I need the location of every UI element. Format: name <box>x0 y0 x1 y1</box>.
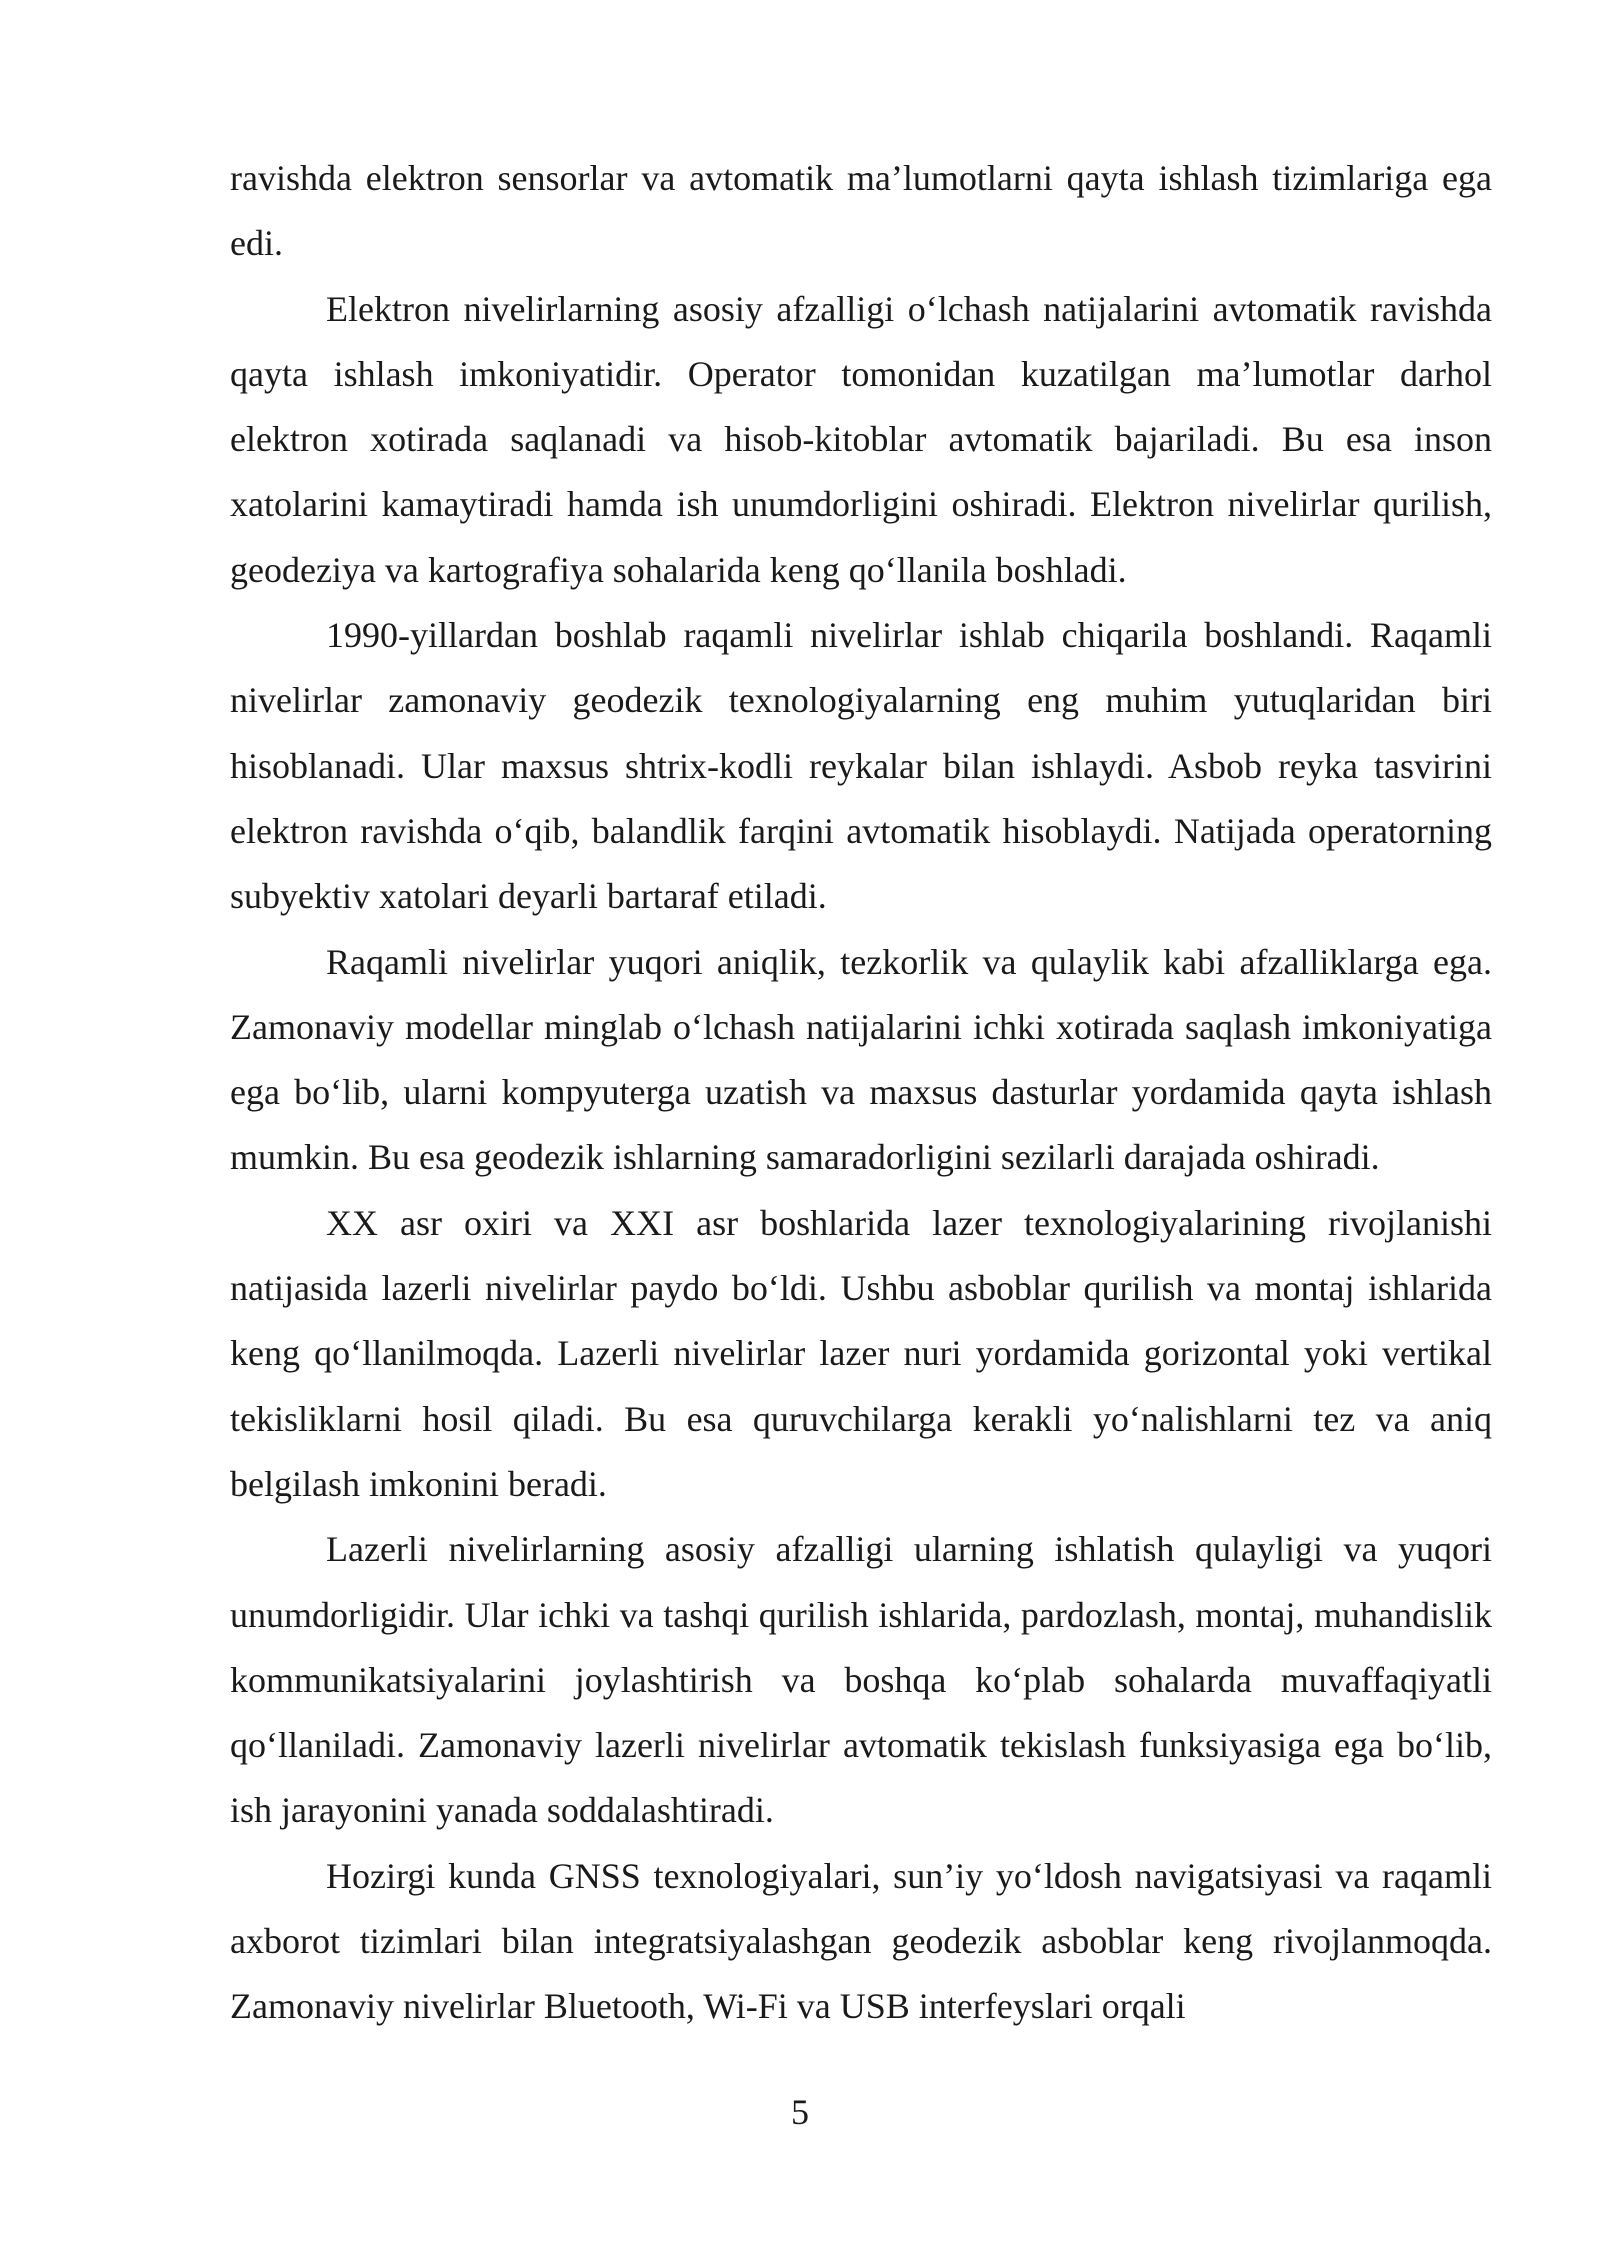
paragraph-laser-levels: XX asr oxiri va XXI asr boshlarida lazer texnologiyalarining rivojlanishi natijasida lazerli nivelirlar paydo bo‘ldi. Ushbu asboblar qurilish va montaj ishlarida keng qo‘llanilmoqda. Lazerli nivelirlar lazer nuri yordamida gorizontal yoki vertikal tekisliklarni hosil qiladi. Bu esa quruvchilarga kerakli yo‘nalishlarni tez va aniq belgilash imkonini beradi. <box>230 1202 1492 1504</box>
paragraph-gnss-technologies: Hozirgi kunda GNSS texnologiyalari, sun’iy yo‘ldosh navigatsiyasi va raqamli axborot tizimlari bilan integratsiyalashgan geodezik asboblar keng rivojlanmoqda. Zamonaviy nivelirlar Bluetooth, Wi-Fi va USB interfeyslari orqali <box>230 1855 1492 2027</box>
paragraph-electronic-levels: Elektron nivelirlarning asosiy afzalligi o‘lchash natijalarini avtomatik ravishda qayta ishlash imkoniyatidir. Operator tomonidan kuzatilgan ma’lumotlar darhol elektron xotirada saqlanadi va hisob-kitoblar avtomatik bajariladi. Bu esa inson xatolarini kamaytiradi hamda ish unumdorligini oshiradi. Elektron nivelirlar qurilish, geodeziya va kartografiya sohalarida keng qo‘llanila boshladi. <box>230 288 1492 590</box>
paragraph-digital-levels-history: 1990-yillardan boshlab raqamli nivelirlar ishlab chiqarila boshlandi. Raqamli nivelirlar zamonaviy geodezik texnologiyalarning eng muhim yutuqlaridan biri hisoblanadi. Ular maxsus shtrix-kodli reykalar bilan ishlaydi. Asbob reyka tasvirini elektron ravishda o‘qib, balandlik farqini avtomatik hisoblaydi. Natijada operatorning subyektiv xatolari deyarli bartaraf etiladi. <box>230 615 1492 917</box>
page-number: 5 <box>791 2092 809 2132</box>
paragraph-digital-levels-advantages: Raqamli nivelirlar yuqori aniqlik, tezkorlik va qulaylik kabi afzalliklarga ega. Zamonaviy modellar minglab o‘lchash natijalarini ichki xotirada saqlash imkoniyatiga ega bo‘lib, ularni kompyuterga uzatish va maxsus dasturlar yordamida qayta ishlash mumkin. Bu esa geodezik ishlarning samaradorligini sezilarli darajada oshiradi. <box>230 941 1492 1178</box>
paragraph-continuation: ravishda elektron sensorlar va avtomatik ma’lumotlarni qayta ishlash tizimlariga ega edi. <box>230 158 1492 264</box>
paragraph-laser-levels-advantages: Lazerli nivelirlarning asosiy afzalligi ularning ishlatish qulayligi va yuqori unumdorligidir. Ular ichki va tashqi qurilish ishlarida, pardozlash, montaj, muhandislik kommunikatsiyalarini joylashtirish va boshqa ko‘plab sohalarda muvaffaqiyatli qo‘llaniladi. Zamonaviy lazerli nivelirlar avtomatik tekislash funksiyasiga ega bo‘lib, ish jarayonini yanada soddalashtiradi. <box>230 1529 1492 1831</box>
body-text <box>230 146 1492 2040</box>
